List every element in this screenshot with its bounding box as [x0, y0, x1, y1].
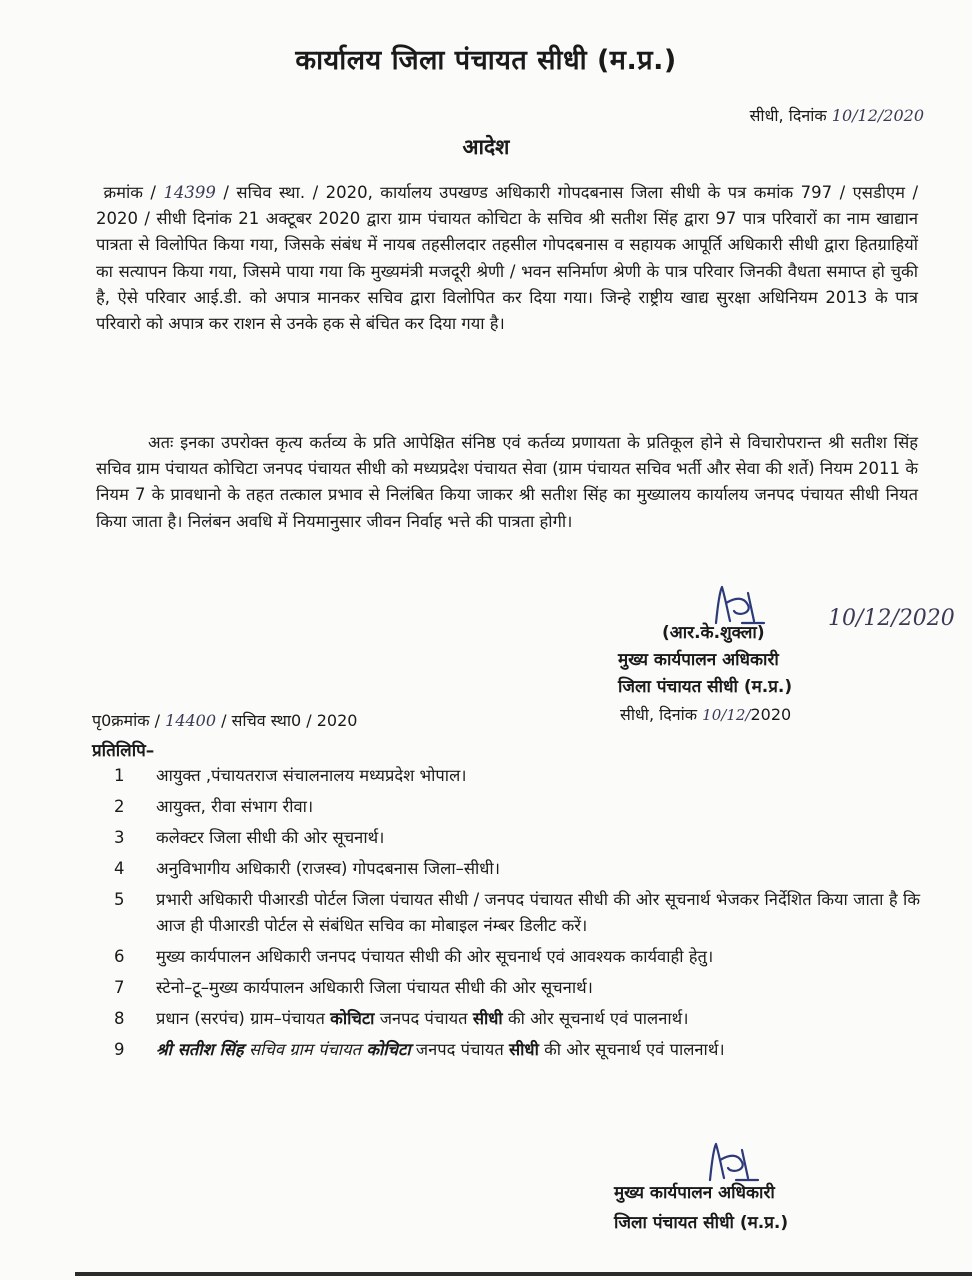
signature-date-line — [590, 701, 920, 729]
order-number: 14399 — [163, 183, 216, 202]
paragraph-2-text: अतः इनका उपरोक्त कृत्य कर्तव्य के प्रति आपेक्षित संनिष्ठ एवं कर्तव्य प्रणायता के प्रतिकूल होने से विचारोपरान्त श्री सतीश सिंह सचिव ग्राम पंचायत कोचिटा जनपद पंचायत सीधी को मध्यप्रदेश पंचायत सेवा (ग्राम पंचायत सचिव भर्ती और सेवा की शर्ते) नियम 2011 के नियम 7 के प्रावधानो के तहत तत्काल प्रभाव से निलंबित किया जाकर श्री सतीश सिंह का मुख्यालय कार्यालय जनपद पंचायत सीधी नियत किया जाता है। निलंबन अवधि में नियमानुसार जीवन निर्वाह भत्ते की पात्रता होगी। — [96, 433, 918, 531]
list-item: 3 कलेक्टर जिला सीधी की ओर सूचनार्थ। — [114, 828, 385, 847]
officer-name: (आर.के.शुक्ला) — [662, 623, 765, 643]
list-item: 2 आयुक्त, रीवा संभाग रीवा। — [114, 797, 314, 816]
list-item: 1 आयुक्त ,पंचायतराज संचालनालय मध्यप्रदेश भोपाल। — [114, 766, 467, 785]
list-item: 8 प्रधान (सरपंच) ग्राम–पंचायत कोचिटा जनपद पंचायत सीधी की ओर सूचनार्थ एवं पालनार्थ। — [114, 1009, 689, 1028]
officer-designation: मुख्य कार्यपालन अधिकारी — [618, 650, 779, 670]
date-prefix: सीधी, दिनांक — [749, 106, 827, 125]
page-bottom-rule — [75, 1272, 972, 1276]
ref-suffix: / सचिव स्था0 / 2020 — [221, 711, 358, 730]
list-item: 7 स्टेनो–टू–मुख्य कार्यपालन अधिकारी जिला पंचायत सीधी की ओर सूचनार्थ। — [114, 978, 593, 997]
office-2: जिला पंचायत सीधी (म.प्र.) — [614, 1213, 789, 1233]
order-heading: आदेश — [462, 135, 510, 159]
ref-prefix: पृ0क्रमांक / — [92, 711, 161, 730]
sig-date-year: 2020 — [750, 705, 792, 724]
designation-2: मुख्य कार्यपालन अधिकारी — [614, 1183, 775, 1203]
sig-date-handwritten: 10/12/ — [702, 706, 751, 724]
sig-date-prefix: सीधी, दिनांक — [620, 705, 698, 724]
signature-date: 10/12/2020 — [828, 606, 955, 631]
list-item: 9 श्री सतीश सिंह सचिव ग्राम पंचायत कोचिटा जनपद पंचायत सीधी की ओर सूचनार्थ एवं पालनार्थ। — [114, 1040, 725, 1059]
list-item: 6 मुख्य कार्यपालन अधिकारी जनपद पंचायत सीधी की ओर सूचनार्थ एवं आवश्यक कार्यवाही हेतु। — [114, 947, 714, 966]
paragraph-1-text: / सचिव स्था. / 2020, कार्यालय उपखण्ड अधिकारी गोपदबनास जिला सीधी के पत्र कमांक 797 / एसडीएम / 2020 / सीधी दिनांक 21 अक्टूबर 2020 द्वारा ग्राम पंचायत कोचिटा के सचिव श्री सतीश सिंह द्वारा 97 पात्र परिवारों का नाम खाद्यान पात्रता से विलोपित किया गया, जिसके संबंध में नायब तहसीलदार तहसील गोपदबनास व सहायक आपूर्ति अधिकारी सीधी द्वारा हितग्राहियों का सत्यापन किया गया, जिसमे पाया गया कि मुख्यमंत्री मजदूरी श्रेणी / भवन सनिर्माण श्रेणी के पात्र परिवार जिनकी वैधता समाप्त हो चुकी है, ऐसे परिवार आई.डी. को अपात्र मानकर सचिव द्वारा विलोपित कर दिया गया। जिन्हे राष्ट्रीय खाद्य सुरक्षा अधिनियम 2013 के पात्र परिवारो को अपात्र कर राशन से उनके हक से बंचित कर दिया गया है। — [96, 183, 919, 334]
endorsement-reference — [92, 709, 357, 731]
signature-block-2 — [590, 1178, 788, 1238]
ref-number: 14400 — [165, 711, 217, 730]
copy-list — [100, 763, 920, 1068]
order-date-line — [750, 104, 924, 126]
list-item: 4 अनुविभागीय अधिकारी (राजस्व) गोपदबनास जिला–सीधी। — [114, 859, 500, 878]
office-title: कार्यालय जिला पंचायत सीधी (म.प्र.) — [295, 45, 677, 76]
order-paragraph-1 — [96, 180, 918, 337]
list-item: 5 प्रभारी अधिकारी पीआरडी पोर्टल जिला पंचायत सीधी / जनपद पंचायत सीधी की ओर सूचनार्थ भेजकर निर्देशित किया जाता है कि आज ही पीआरडी पोर्टल से संबंधित सचिव का मोबाइल नंम्बर डिलीट करें। — [114, 890, 920, 935]
order-paragraph-2 — [96, 430, 918, 535]
order-number-prefix: क्रमांक / — [103, 183, 156, 202]
signature-block-1 — [590, 620, 920, 729]
handwritten-date: 10/12/2020 — [831, 106, 924, 125]
officer-office: जिला पंचायत सीधी (म.प्र.) — [618, 677, 793, 697]
copy-heading: प्रतिलिपि– — [92, 741, 155, 761]
